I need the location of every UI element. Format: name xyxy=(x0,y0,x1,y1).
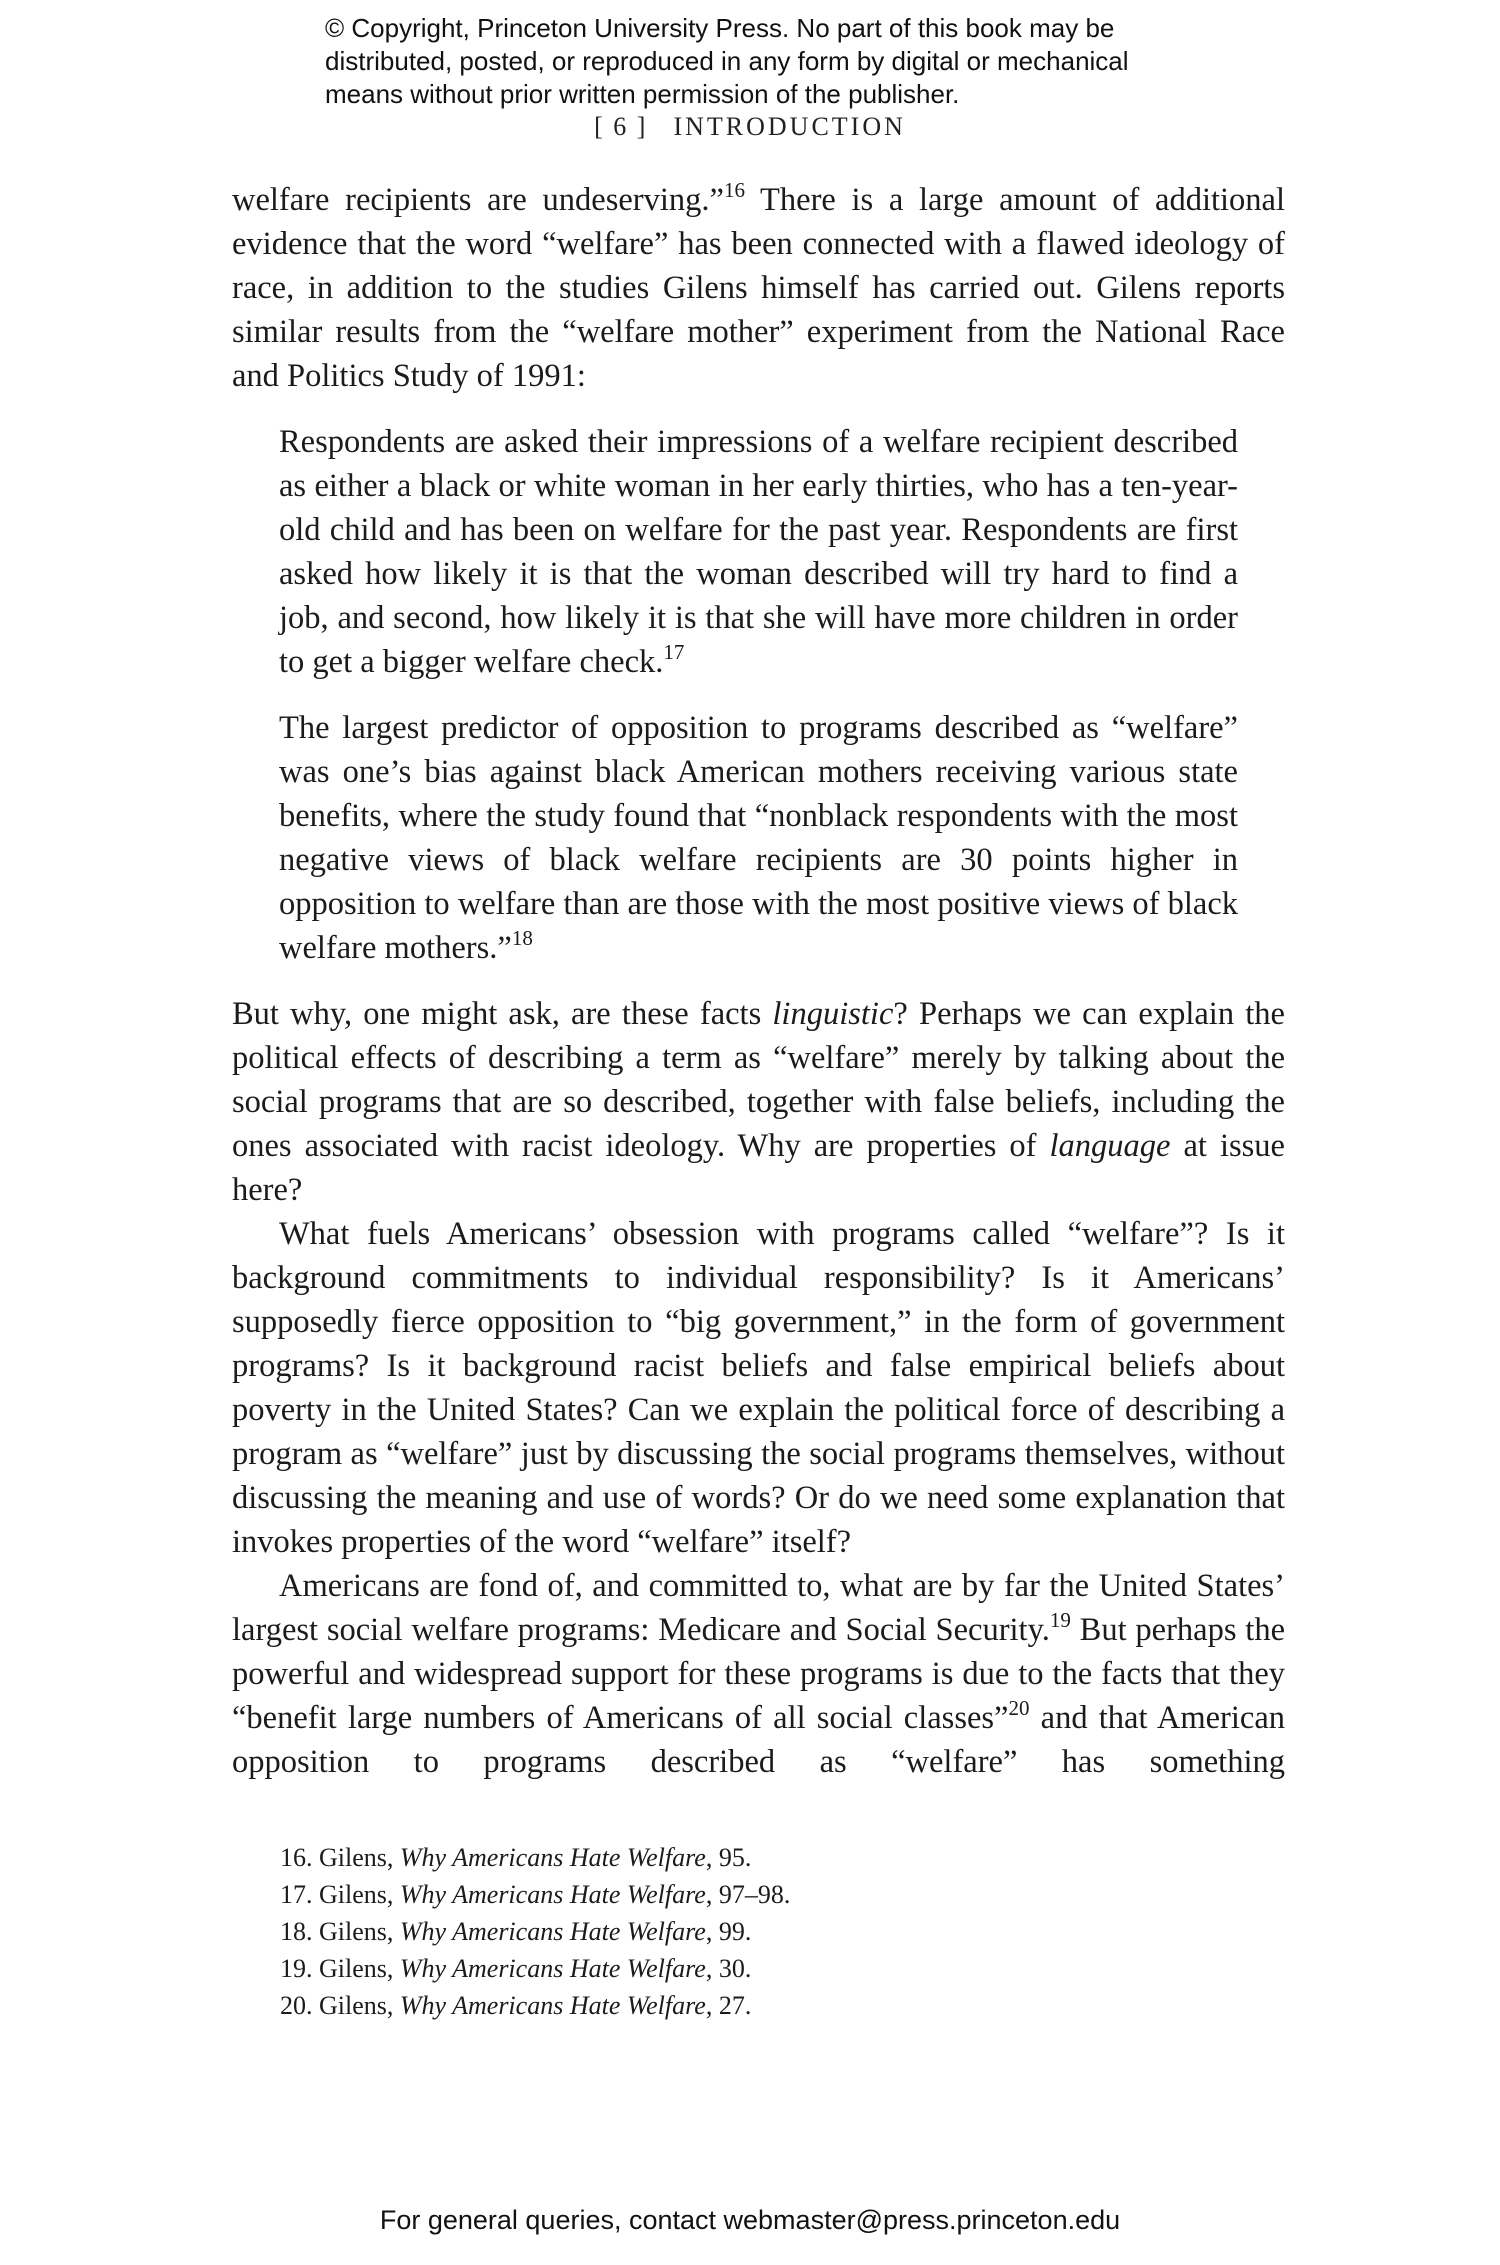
text-run: There is a large amount of additional evidence that the word “welfare” has been connected with a flawed ideology of race, in addition to the studies Gilens himself has carried out. Gilens reports similar results from the “welfare mother” experiment from the National Race and Politics Study of 1991: xyxy=(232,182,1286,394)
copyright-line: © Copyright, Princeton University Press. No part of this book may be xyxy=(325,13,1115,43)
footnotes xyxy=(280,1839,1180,2024)
footnote: 17. Gilens, Why Americans Hate Welfare, 97–98. xyxy=(280,1880,791,1909)
footnote: 18. Gilens, Why Americans Hate Welfare, 99. xyxy=(280,1917,752,1946)
paragraph xyxy=(232,178,1285,398)
footnote-ref[interactable]: 17 xyxy=(663,640,685,665)
paragraph xyxy=(232,992,1285,1212)
section-title: INTRODUCTION xyxy=(673,112,906,141)
emphasis: language xyxy=(1049,1128,1171,1164)
quote-paragraph xyxy=(279,706,1238,970)
text-run: The largest predictor of opposition to programs described as “welfare” was one’s bias against black American mothers receiving various state benefits, where the study found that “nonblack respondents with the most negative views of black welfare recipients are 30 points higher in opposition to welfare than are those with the most positive views of black welfare mothers.” xyxy=(279,710,1238,966)
running-head xyxy=(0,112,1500,142)
footnote-ref[interactable]: 19 xyxy=(1049,1608,1071,1633)
copyright-line: distributed, posted, or reproduced in any form by digital or mechanical xyxy=(325,46,1129,76)
copyright-notice xyxy=(325,12,1225,111)
footnote-ref[interactable]: 16 xyxy=(723,178,745,203)
footnote-ref[interactable]: 18 xyxy=(511,926,533,951)
text-run: But perhaps the powerful and widespread support for these programs is due to the facts that they “benefit large numbers of Americans of all social classes” xyxy=(232,1612,1286,1736)
main-text xyxy=(232,178,1285,1784)
paragraph xyxy=(232,1564,1285,1784)
quote-paragraph xyxy=(279,420,1238,684)
text-run: But why, one might ask, are these facts xyxy=(232,996,773,1032)
text-run: welfare recipients are undeserving.” xyxy=(232,182,724,218)
footnote: 16. Gilens, Why Americans Hate Welfare, 95. xyxy=(280,1843,752,1872)
copyright-line: means without prior written permission of the publisher. xyxy=(325,79,960,109)
text-run: Respondents are asked their impressions of a welfare recipient described as either a black or white woman in her early thirties, who has a ten-year-old child and has been on welfare for the past year. Respondents are first asked how likely it is that the woman described will try hard to find a job, and second, how likely it is that she will have more children in order to get a bigger welfare check. xyxy=(279,424,1238,680)
footer-contact: For general queries, contact webmaster@press.princeton.edu xyxy=(379,2205,1121,2235)
footnote-ref[interactable]: 20 xyxy=(1008,1696,1030,1721)
paragraph: What fuels Americans’ obsession with programs called “welfare”? Is it background commitments to individual responsibility? Is it Americans’ supposedly fierce opposition to “big government,” in the form of government programs? Is it background racist beliefs and false empirical beliefs about poverty in the United States? Can we explain the political force of describing a program as “welfare” just by discussing the social programs themselves, without discussing the meaning and use of words? Or do we need some explanation that invokes properties of the word “welfare” itself? xyxy=(232,1216,1285,1560)
page-number: [ 6 ] xyxy=(594,112,648,141)
footnote: 20. Gilens, Why Americans Hate Welfare, 27. xyxy=(280,1991,752,2020)
footnote: 19. Gilens, Why Americans Hate Welfare, 30. xyxy=(280,1954,752,1983)
text-run: ? Perhaps we can explain the political effects of describing a term as “welfare” merely by talking about the social programs that are so described, together with false beliefs, including the ones associated with racist ideology. Why are properties of xyxy=(232,996,1285,1164)
text-run: Americans are fond of, and committed to, what are by far the United States’ largest social welfare programs: Medicare and Social Security. xyxy=(232,1568,1285,1648)
text-run: at issue here? xyxy=(232,1128,1285,1208)
block-quote xyxy=(279,420,1238,970)
text-run: and that American opposition to programs described as “welfare” has something xyxy=(232,1700,1285,1780)
emphasis: linguistic xyxy=(772,996,894,1032)
